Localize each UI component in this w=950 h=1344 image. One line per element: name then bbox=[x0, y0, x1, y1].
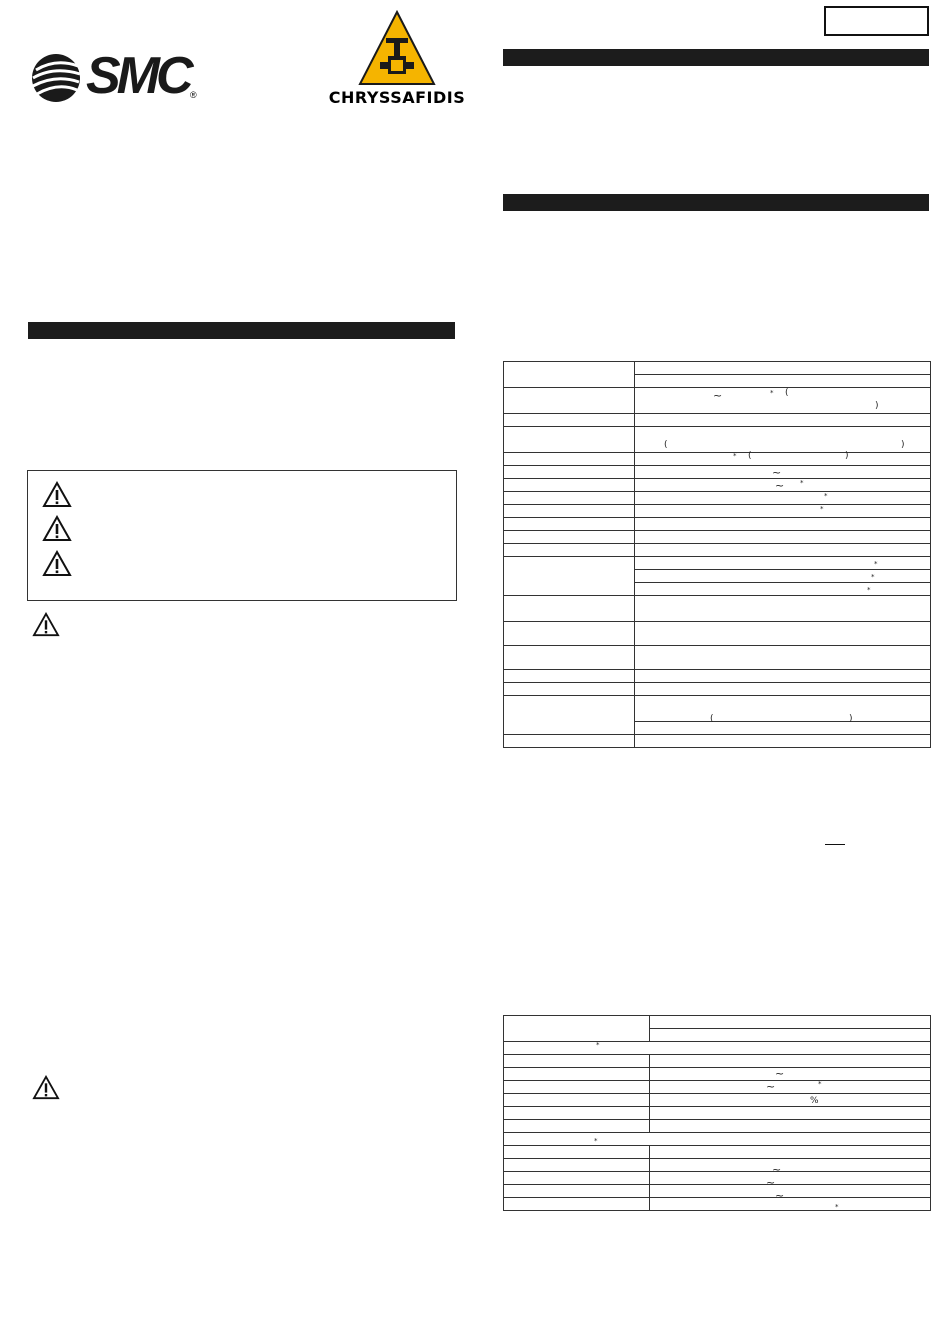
table-row bbox=[504, 735, 931, 748]
section-bar-right-1 bbox=[503, 49, 929, 66]
table-row bbox=[504, 1172, 931, 1185]
asterisk-mark: * bbox=[594, 1137, 598, 1145]
asterisk-mark: * bbox=[818, 1080, 822, 1088]
table-cell bbox=[650, 1029, 931, 1042]
table-row bbox=[504, 1159, 931, 1172]
table-row bbox=[504, 544, 931, 557]
asterisk-mark: * bbox=[871, 573, 875, 581]
table-cell bbox=[635, 492, 931, 505]
table-cell bbox=[504, 1081, 650, 1094]
table-cell bbox=[635, 518, 931, 531]
table-row bbox=[504, 683, 931, 696]
table-cell bbox=[635, 414, 931, 427]
table-cell bbox=[504, 362, 635, 388]
table-cell bbox=[650, 1159, 931, 1172]
table-row bbox=[504, 1133, 931, 1146]
table-cell bbox=[504, 1159, 650, 1172]
table-cell bbox=[650, 1016, 931, 1029]
document-code-box bbox=[824, 6, 929, 36]
table-cell bbox=[504, 596, 635, 622]
table-cell bbox=[650, 1081, 931, 1094]
percent-mark: % bbox=[810, 1096, 819, 1106]
table-cell bbox=[504, 1094, 650, 1107]
table-cell bbox=[635, 544, 931, 557]
table-row bbox=[504, 557, 931, 570]
table-cell bbox=[635, 646, 931, 670]
table-cell bbox=[635, 388, 931, 414]
table-row bbox=[504, 696, 931, 722]
table-cell bbox=[504, 414, 635, 427]
chryssafidis-logo-text: CHRYSSAFIDIS bbox=[328, 88, 466, 107]
table-cell bbox=[635, 505, 931, 518]
table-cell bbox=[504, 466, 635, 479]
table-cell bbox=[504, 622, 635, 646]
table-cell bbox=[504, 479, 635, 492]
table-cell bbox=[504, 1185, 650, 1198]
tilde-mark: ~ bbox=[772, 1163, 782, 1176]
warning-triangle-icon bbox=[42, 550, 72, 577]
safety-instructions-box bbox=[27, 470, 457, 601]
asterisk-mark: * bbox=[596, 1041, 600, 1049]
chryssafidis-valve-icon bbox=[328, 10, 466, 90]
table-cell bbox=[635, 583, 931, 596]
table-row bbox=[504, 622, 931, 646]
table-cell bbox=[504, 1055, 650, 1068]
table-cell bbox=[504, 696, 635, 735]
warning-triangle-icon bbox=[42, 515, 72, 542]
table-row bbox=[504, 1198, 931, 1211]
table-row bbox=[504, 646, 931, 670]
table-row bbox=[504, 518, 931, 531]
table-cell bbox=[504, 505, 635, 518]
asterisk-mark: * bbox=[820, 505, 824, 513]
table-cell bbox=[504, 492, 635, 505]
table-cell bbox=[504, 646, 635, 670]
table-cell bbox=[650, 1198, 931, 1211]
table-cell bbox=[635, 375, 931, 388]
asterisk-mark: * bbox=[733, 452, 737, 460]
tilde-mark: ~ bbox=[775, 1067, 785, 1080]
smc-logo bbox=[30, 47, 202, 105]
registered-mark: ® bbox=[190, 90, 197, 100]
table-cell bbox=[504, 1042, 931, 1055]
specifications-table-1 bbox=[503, 361, 931, 748]
table-cell bbox=[650, 1055, 931, 1068]
table-cell bbox=[635, 670, 931, 683]
table-cell bbox=[650, 1094, 931, 1107]
table-cell bbox=[650, 1172, 931, 1185]
table-cell bbox=[635, 735, 931, 748]
table-cell bbox=[504, 1146, 650, 1159]
table-row bbox=[504, 466, 931, 479]
asterisk-mark: * bbox=[824, 492, 828, 500]
table-row bbox=[504, 1146, 931, 1159]
warning-triangle-icon bbox=[32, 1075, 60, 1100]
asterisk-mark: * bbox=[770, 389, 774, 397]
table-cell bbox=[504, 1016, 650, 1042]
table-row bbox=[504, 1042, 931, 1055]
table-row bbox=[504, 1068, 931, 1081]
table-row bbox=[504, 1081, 931, 1094]
table-cell bbox=[504, 1107, 650, 1120]
asterisk-mark: * bbox=[867, 586, 871, 594]
table-cell bbox=[504, 531, 635, 544]
tilde-mark: ~ bbox=[772, 466, 782, 479]
table-row bbox=[504, 479, 931, 492]
table-row bbox=[504, 1055, 931, 1068]
table-cell bbox=[635, 622, 931, 646]
table-cell bbox=[635, 696, 931, 722]
asterisk-mark: * bbox=[874, 560, 878, 568]
tilde-mark: ~ bbox=[766, 1080, 776, 1093]
table-cell bbox=[504, 1133, 931, 1146]
table-row bbox=[504, 596, 931, 622]
warning-triangle-icon bbox=[42, 481, 72, 508]
table-row bbox=[504, 1107, 931, 1120]
table-row bbox=[504, 1016, 931, 1029]
table-cell bbox=[504, 544, 635, 557]
table-row bbox=[504, 427, 931, 453]
table-cell bbox=[650, 1185, 931, 1198]
table-row bbox=[504, 531, 931, 544]
table-cell bbox=[635, 683, 931, 696]
section-bar-right-2 bbox=[503, 194, 929, 211]
table-cell bbox=[504, 1172, 650, 1185]
table-row bbox=[504, 505, 931, 518]
tilde-mark: ~ bbox=[713, 389, 723, 402]
table-cell bbox=[504, 388, 635, 414]
parenthesis-mark: ( bbox=[748, 451, 752, 461]
chryssafidis-logo bbox=[328, 10, 466, 110]
table-cell bbox=[504, 735, 635, 748]
parenthesis-mark: ( bbox=[710, 714, 714, 724]
parenthesis-mark: ( bbox=[785, 388, 789, 398]
table-cell bbox=[504, 557, 635, 596]
table-cell bbox=[650, 1068, 931, 1081]
table-row bbox=[504, 1094, 931, 1107]
table-cell bbox=[635, 362, 931, 375]
parenthesis-mark: ( bbox=[664, 440, 668, 450]
table-cell bbox=[650, 1146, 931, 1159]
table-cell bbox=[650, 1107, 931, 1120]
section-bar-left bbox=[28, 322, 455, 339]
table-cell bbox=[635, 531, 931, 544]
smc-logo-text: SMC bbox=[86, 47, 190, 105]
table-row bbox=[504, 492, 931, 505]
table-cell bbox=[635, 722, 931, 735]
table-row bbox=[504, 453, 931, 466]
table-row bbox=[504, 670, 931, 683]
tilde-mark: ~ bbox=[775, 1189, 785, 1202]
table-cell bbox=[635, 557, 931, 570]
parenthesis-mark: ) bbox=[849, 714, 853, 724]
table-cell bbox=[504, 427, 635, 453]
table-cell bbox=[504, 1198, 650, 1211]
asterisk-mark: * bbox=[800, 479, 804, 487]
table-cell bbox=[504, 670, 635, 683]
table-cell bbox=[504, 683, 635, 696]
warning-triangle-icon bbox=[32, 612, 60, 637]
fraction-line bbox=[825, 844, 845, 845]
tilde-mark: ~ bbox=[766, 1176, 776, 1189]
table-cell bbox=[635, 427, 931, 453]
parenthesis-mark: ) bbox=[845, 451, 849, 461]
table-cell bbox=[650, 1120, 931, 1133]
table-row bbox=[504, 414, 931, 427]
table-row bbox=[504, 362, 931, 375]
table-cell bbox=[504, 1120, 650, 1133]
table-cell bbox=[635, 466, 931, 479]
table-row bbox=[504, 1120, 931, 1133]
parenthesis-mark: ) bbox=[875, 401, 879, 411]
table-cell bbox=[504, 1068, 650, 1081]
table-cell bbox=[635, 596, 931, 622]
asterisk-mark: * bbox=[835, 1203, 839, 1211]
table-cell bbox=[504, 453, 635, 466]
parenthesis-mark: ) bbox=[901, 440, 905, 450]
table-cell bbox=[635, 570, 931, 583]
table-row bbox=[504, 1185, 931, 1198]
tilde-mark: ~ bbox=[775, 479, 785, 492]
table-cell bbox=[504, 518, 635, 531]
specifications-table-2 bbox=[503, 1015, 931, 1211]
table-cell bbox=[635, 453, 931, 466]
